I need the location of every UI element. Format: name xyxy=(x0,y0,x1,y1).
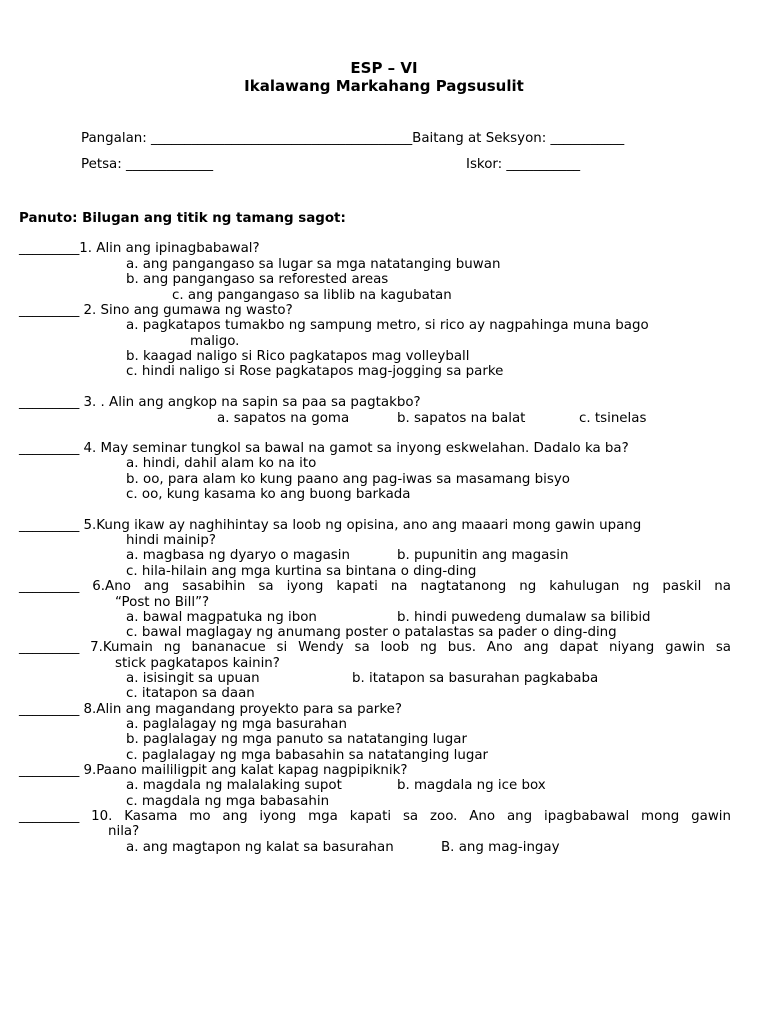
question-6-choice-b: b. hindi puwedeng dumalaw sa bilibid xyxy=(397,610,651,625)
question-2-choice-c: c. hindi naligo si Rose pagkatapos mag-jogging sa parke xyxy=(126,364,504,379)
question-7-choice-b: b. itatapon sa basurahan pagkababa xyxy=(352,671,599,686)
exam-title: ESP – VI xyxy=(350,59,418,77)
question-4-stem: _________ 4. May seminar tungkol sa bawal na gamot sa inyong eskwelahan. Dadalo ka ba? xyxy=(19,441,629,456)
score-field: Iskor: ___________ xyxy=(466,157,581,172)
question-5-choice-a: a. magbasa ng dyaryo o magasin xyxy=(126,548,350,563)
question-7-stem-cont: stick pagkatapos kainin? xyxy=(115,656,280,671)
question-3-stem: _________ 3. . Alin ang angkop na sapin sa paa sa pagtakbo? xyxy=(19,395,421,410)
question-4-choice-b: b. oo, para alam ko kung paano ang pag-iwas sa masamang bisyo xyxy=(126,472,570,487)
question-6-choice-c: c. bawal maglagay ng anumang poster o patalastas sa pader o ding-ding xyxy=(126,625,617,640)
question-9-choice-c: c. magdala ng mga babasahin xyxy=(126,794,330,809)
instructions: Panuto: Bilugan ang titik ng tamang sagot: xyxy=(19,211,346,226)
question-6-stem: _________ 6.Ano ang sasabihin sa iyong kapati na nagtatanong ng kahulugan ng paskil na xyxy=(19,579,731,594)
question-2-choice-b: b. kaagad naligo si Rico pagkatapos mag volleyball xyxy=(126,349,470,364)
question-3-choice-a: a. sapatos na goma xyxy=(217,411,350,426)
question-5-stem-cont: hindi mainip? xyxy=(126,533,216,548)
question-5-choice-b: b. pupunitin ang magasin xyxy=(397,548,569,563)
question-5-stem: _________ 5.Kung ikaw ay naghihintay sa loob ng opisina, ano ang maaari mong gawin upang xyxy=(19,518,642,533)
question-6-choice-a: a. bawal magpatuka ng ibon xyxy=(126,610,317,625)
question-8-stem: _________ 8.Alin ang magandang proyekto para sa parke? xyxy=(19,702,402,717)
question-7-stem: _________ 7.Kumain ng bananacue si Wendy sa loob ng bus. Ano ang dapat niyang gawin sa xyxy=(19,640,731,655)
question-6-stem-cont: “Post no Bill”? xyxy=(115,595,210,610)
question-2-stem: _________ 2. Sino ang gumawa ng wasto? xyxy=(19,303,293,318)
question-9-choice-a: a. magdala ng malalaking supot xyxy=(126,778,342,793)
question-8-choice-c: c. paglalagay ng mga babasahin sa natatanging lugar xyxy=(126,748,489,763)
question-8-choice-b: b. paglalagay ng mga panuto sa natatanging lugar xyxy=(126,732,467,747)
question-7-choice-a: a. isisingit sa upuan xyxy=(126,671,260,686)
question-10-stem-cont: nila? xyxy=(108,824,140,839)
question-1-stem: _________1. Alin ang ipinagbabawal? xyxy=(19,241,260,256)
question-9-stem: _________ 9.Paano maililigpit ang kalat kapag nagpipiknik? xyxy=(19,763,408,778)
question-4-choice-a: a. hindi, dahil alam ko na ito xyxy=(126,456,317,471)
question-3-choice-c: c. tsinelas xyxy=(579,411,647,426)
date-field: Petsa: _____________ xyxy=(81,157,214,172)
question-2-choice-a-cont: maligo. xyxy=(190,334,240,349)
question-1-choice-a: a. ang pangangaso sa lugar sa mga natatanging buwan xyxy=(126,257,501,272)
question-4-choice-c: c. oo, kung kasama ko ang buong barkada xyxy=(126,487,411,502)
question-8-choice-a: a. paglalagay ng mga basurahan xyxy=(126,717,347,732)
question-3-choice-b: b. sapatos na balat xyxy=(397,411,526,426)
question-5-choice-c: c. hila-hilain ang mga kurtina sa bintana o ding-ding xyxy=(126,564,477,579)
question-10-choice-a: a. ang magtapon ng kalat sa basurahan xyxy=(126,840,394,855)
question-1-choice-c: c. ang pangangaso sa liblib na kagubatan xyxy=(172,288,452,303)
name-section-field: Pangalan: _______________________________________Baitang at Seksyon: ___________ xyxy=(81,131,625,146)
question-10-stem: _________ 10. Kasama mo ang iyong mga kapati sa zoo. Ano ang ipagbabawal mong gawin xyxy=(19,809,731,824)
question-2-choice-a: a. pagkatapos tumakbo ng sampung metro, si rico ay nagpahinga muna bago xyxy=(126,318,649,333)
question-9-choice-b: b. magdala ng ice box xyxy=(397,778,546,793)
question-7-choice-c: c. itatapon sa daan xyxy=(126,686,255,701)
question-10-choice-b: B. ang mag-ingay xyxy=(441,840,560,855)
exam-subtitle: Ikalawang Markahang Pagsusulit xyxy=(244,77,524,95)
question-1-choice-b: b. ang pangangaso sa reforested areas xyxy=(126,272,389,287)
